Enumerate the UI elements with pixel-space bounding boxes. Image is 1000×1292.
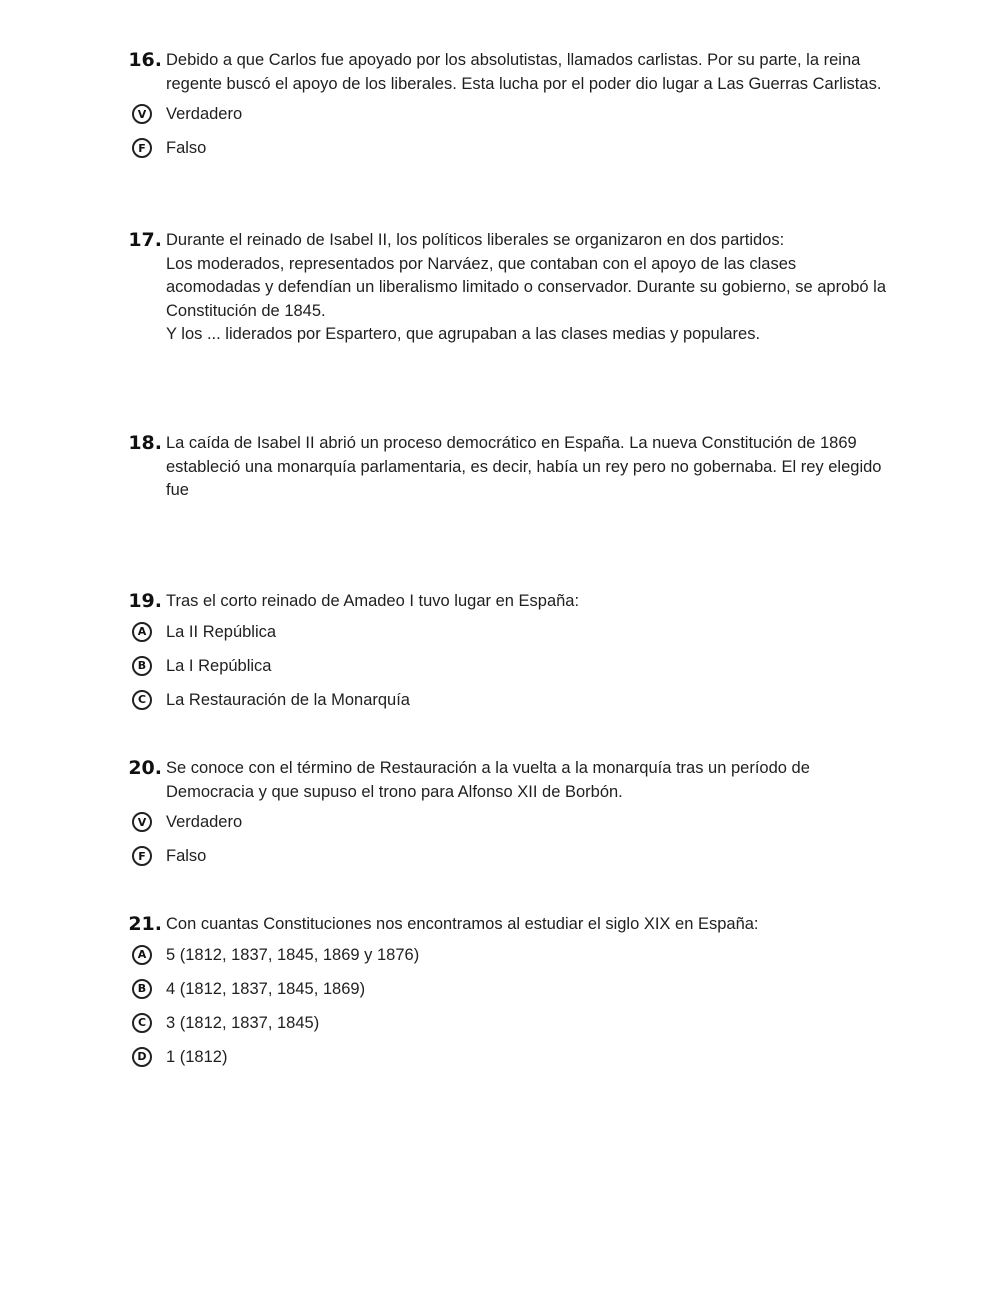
option-letter-icon[interactable]: B: [132, 656, 152, 676]
question-number: 16.: [128, 49, 162, 71]
option-b[interactable]: [120, 977, 890, 1001]
question-text: Con cuantas Constituciones nos encontramos al estudiar el siglo XIX en España:: [166, 915, 759, 933]
option-label: Verdadero: [166, 105, 243, 123]
option-label: 5 (1812, 1837, 1845, 1869 y 1876): [166, 945, 420, 964]
option-falso[interactable]: [120, 844, 890, 868]
option-letter-icon[interactable]: C: [132, 690, 152, 710]
question-20: [120, 757, 890, 868]
option-falso[interactable]: [120, 136, 890, 160]
answer-area[interactable]: [120, 347, 890, 348]
question-header: [120, 49, 890, 96]
option-label: 3 (1812, 1837, 1845): [166, 1013, 320, 1032]
question-text: Se conoce con el término de Restauración a la vuelta a la monarquía tras un período de Democracia y que supuso el trono para Alfonso XII de Borbón.: [166, 759, 810, 801]
question-19: [120, 590, 890, 712]
option-b[interactable]: [120, 654, 890, 678]
option-letter-icon[interactable]: F: [132, 846, 152, 866]
option-letter-icon[interactable]: A: [132, 622, 152, 642]
question-number: 19.: [128, 590, 162, 612]
option-letter-icon[interactable]: C: [132, 1013, 152, 1033]
option-label: 1 (1812): [166, 1047, 228, 1066]
question-header: [120, 913, 890, 937]
option-d[interactable]: [120, 1045, 890, 1069]
question-number: 20.: [128, 757, 162, 779]
option-letter-icon[interactable]: V: [132, 812, 152, 832]
option-letter-icon[interactable]: B: [132, 979, 152, 999]
option-letter-icon[interactable]: A: [132, 945, 152, 965]
option-a[interactable]: [120, 943, 890, 967]
answer-area[interactable]: [120, 503, 890, 504]
question-header: [120, 432, 890, 503]
question-header: [120, 229, 890, 347]
question-number: 18.: [128, 432, 162, 454]
option-label: 4 (1812, 1837, 1845, 1869): [166, 979, 366, 998]
option-a[interactable]: [120, 620, 890, 644]
question-text: La caída de Isabel II abrió un proceso democrático en España. La nueva Constitución de 1869 estableció una monarquía parlamentaria, es decir, había un rey pero no gobernaba. El rey elegido fue: [166, 434, 882, 499]
question-header: [120, 757, 890, 804]
question-header: [120, 590, 890, 614]
option-letter-icon[interactable]: V: [132, 104, 152, 124]
question-17: [120, 229, 890, 348]
question-text: Tras el corto reinado de Amadeo I tuvo lugar en España:: [166, 592, 580, 610]
question-16: [120, 49, 890, 160]
option-label: Falso: [166, 847, 207, 865]
option-label: La I República: [166, 656, 272, 675]
option-verdadero[interactable]: [120, 102, 890, 126]
option-c[interactable]: [120, 688, 890, 712]
option-label: La Restauración de la Monarquía: [166, 690, 410, 709]
question-number: 21.: [128, 913, 162, 935]
option-verdadero[interactable]: [120, 810, 890, 834]
question-text: Durante el reinado de Isabel II, los políticos liberales se organizaron en dos partidos: Los moderados, representados por Narváez, que contaban con el apoyo de las clases acomodadas y defendían un liberalismo limitado o conservador. Durante su gobierno, se aprobó la Constitución de 1845. Y los ... liderados por Espartero, que agrupaban a las clases medias y populares.: [166, 231, 887, 343]
option-label: Verdadero: [166, 813, 243, 831]
question-text: Debido a que Carlos fue apoyado por los absolutistas, llamados carlistas. Por su parte, la reina regente buscó el apoyo de los liberales. Esta lucha por el poder dio lugar a Las Guerras Carlistas.: [166, 51, 882, 93]
option-label: La II República: [166, 622, 277, 641]
question-21: [120, 913, 890, 1069]
question-number: 17.: [128, 229, 162, 251]
question-18: [120, 432, 890, 504]
option-letter-icon[interactable]: D: [132, 1047, 152, 1067]
option-c[interactable]: [120, 1011, 890, 1035]
option-label: Falso: [166, 139, 207, 157]
option-letter-icon[interactable]: F: [132, 138, 152, 158]
